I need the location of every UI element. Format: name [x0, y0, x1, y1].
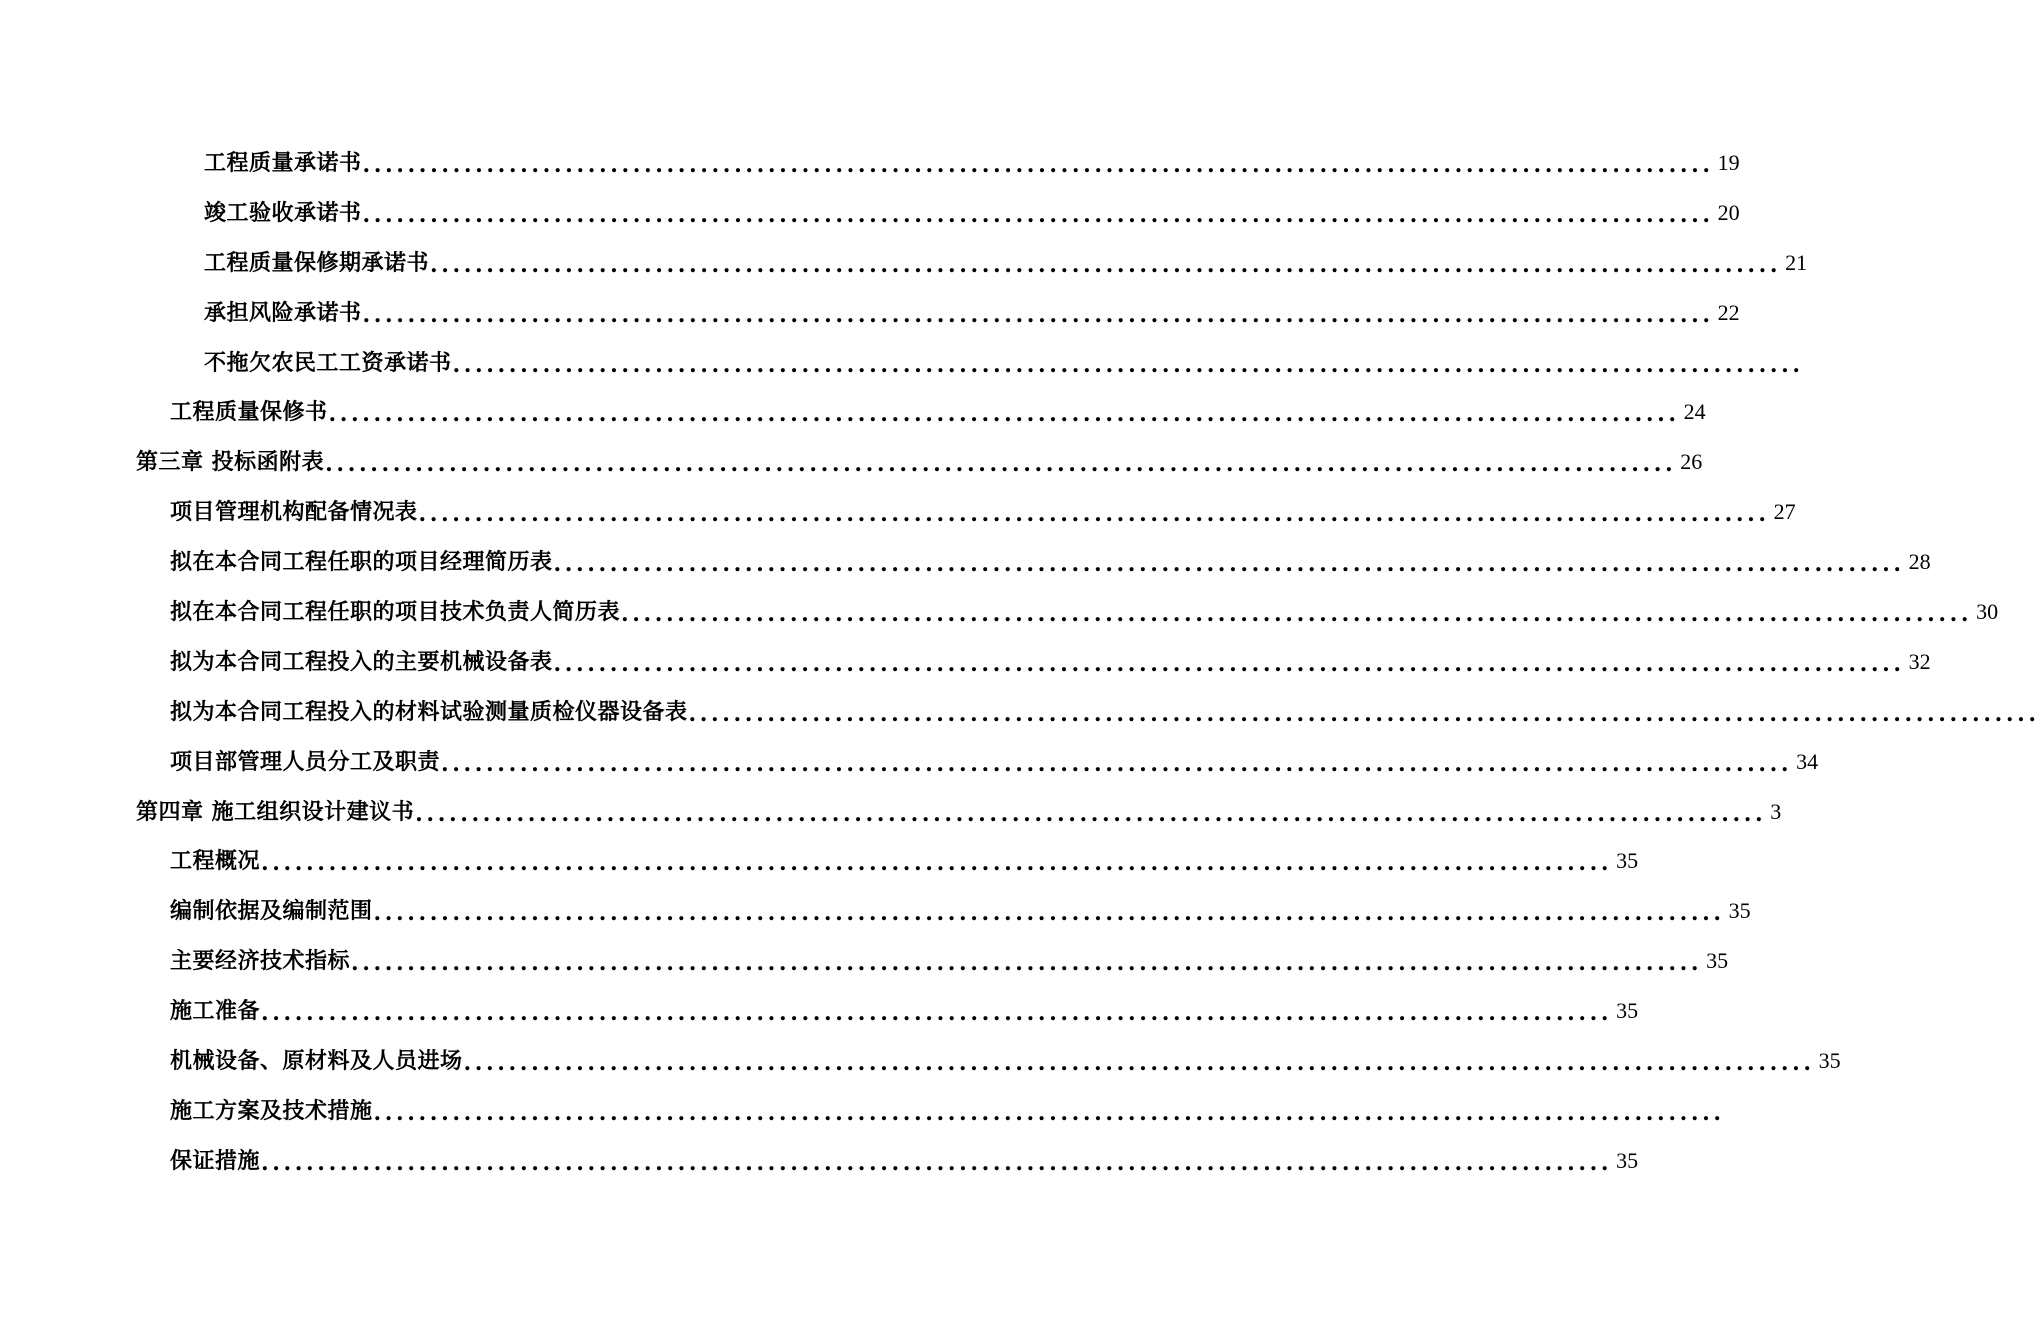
toc-dot-leader: ........................................................................................................................ [362, 151, 1714, 178]
toc-entry-title: 工程质量承诺书 [204, 149, 362, 176]
toc-chapter-entry[interactable] [0, 787, 1782, 837]
toc-dot-leader: ........................................................................................................................ [328, 401, 1680, 428]
toc-entry-title: 主要经济技术指标 [170, 948, 351, 975]
toc-entry-page: 28 [1908, 549, 1931, 575]
toc-entry-page: 24 [1683, 399, 1706, 425]
toc-entry[interactable] [0, 886, 1751, 936]
toc-entry-title: 工程概况 [170, 848, 261, 875]
toc-entry-title: 第四章 施工组织设计建议书 [136, 798, 415, 825]
toc-dot-leader: ........................................................................................................................ [553, 551, 1905, 578]
toc-entry[interactable] [0, 288, 1740, 338]
toc-entry[interactable] [0, 637, 1931, 687]
toc-entry-title: 拟在本合同工程任职的项目经理简历表 [170, 549, 553, 576]
table-of-contents [0, 138, 2040, 1186]
toc-dot-leader: ........................................................................................................................ [415, 800, 1767, 827]
toc-entry-title: 第三章 投标函附表 [136, 449, 325, 476]
toc-entry[interactable] [0, 487, 1796, 537]
toc-dot-leader: ........................................................................................................................ [325, 451, 1677, 478]
toc-dot-leader: ........................................................................................................................ [261, 850, 1613, 877]
toc-entry-title: 竣工验收承诺书 [204, 199, 362, 226]
toc-dot-leader: ........................................................................................................................ [430, 251, 1782, 278]
toc-entry-page: 21 [1785, 249, 1808, 275]
toc-dot-leader: ........................................................................................................................ [621, 600, 1973, 627]
toc-dot-leader: ........................................................................................................................ [362, 301, 1714, 328]
toc-entry[interactable] [0, 1086, 1725, 1136]
toc-entry-title: 施工方案及技术措施 [170, 1097, 373, 1124]
toc-entry[interactable] [0, 188, 1740, 238]
toc-entry-page: 35 [1818, 1047, 1841, 1073]
toc-dot-leader: ........................................................................................................................ [373, 1099, 1725, 1126]
toc-entry-title: 施工准备 [170, 998, 261, 1025]
toc-entry-title: 机械设备、原材料及人员进场 [170, 1047, 463, 1074]
toc-dot-leader: ........................................................................................................................ [553, 650, 1905, 677]
toc-dot-leader: ........................................................................................................................ [261, 1000, 1613, 1027]
toc-entry-page: 35 [1616, 848, 1639, 874]
toc-entry-title: 工程质量保修书 [170, 399, 328, 426]
toc-dot-leader: ........................................................................................................................ [261, 1149, 1613, 1176]
toc-entry-page: 34 [1796, 748, 1819, 774]
toc-dot-leader: ........................................................................................................................ [688, 700, 2040, 727]
toc-entry[interactable] [0, 737, 1819, 787]
toc-entry-page: 20 [1717, 199, 1740, 225]
toc-entry[interactable] [0, 238, 1808, 288]
toc-entry-title: 工程质量保修期承诺书 [204, 249, 430, 276]
toc-dot-leader: ........................................................................................................................ [452, 351, 1804, 378]
toc-entry-page: 35 [1728, 898, 1751, 924]
toc-entry[interactable] [0, 537, 1931, 587]
toc-entry[interactable] [0, 587, 1999, 637]
toc-entry-page: 26 [1680, 449, 1703, 475]
toc-chapter-entry[interactable] [0, 437, 1703, 487]
toc-entry-title: 拟在本合同工程任职的项目技术负责人简历表 [170, 598, 621, 625]
toc-entry[interactable] [0, 836, 1639, 886]
toc-entry-page: 22 [1717, 299, 1740, 325]
toc-dot-leader: ........................................................................................................................ [418, 501, 1770, 528]
toc-entry-page: 35 [1616, 1147, 1639, 1173]
toc-entry[interactable] [0, 1136, 1639, 1186]
toc-dot-leader: ........................................................................................................................ [351, 950, 1703, 977]
toc-entry-page: 30 [1976, 598, 1999, 624]
toc-entry-page: 32 [1908, 648, 1931, 674]
toc-entry[interactable] [0, 1036, 1841, 1086]
toc-entry[interactable] [0, 936, 1729, 986]
toc-entry[interactable] [0, 138, 1740, 188]
toc-entry[interactable] [0, 687, 2040, 737]
toc-entry-title: 拟为本合同工程投入的主要机械设备表 [170, 648, 553, 675]
toc-entry-page: 19 [1717, 149, 1740, 175]
toc-entry-page: 35 [1616, 998, 1639, 1024]
toc-entry-title: 项目管理机构配备情况表 [170, 499, 418, 526]
toc-entry-title: 编制依据及编制范围 [170, 898, 373, 925]
toc-entry-page: 3 [1770, 798, 1782, 824]
toc-entry[interactable] [0, 387, 1706, 437]
toc-entry[interactable] [0, 986, 1639, 1036]
toc-dot-leader: ........................................................................................................................ [362, 201, 1714, 228]
toc-entry-title: 项目部管理人员分工及职责 [170, 748, 441, 775]
toc-entry-title: 拟为本合同工程投入的材料试验测量质检仪器设备表 [170, 698, 688, 725]
toc-dot-leader: ........................................................................................................................ [373, 900, 1725, 927]
toc-entry-title: 不拖欠农民工工资承诺书 [204, 349, 452, 376]
toc-entry-title: 承担风险承诺书 [204, 299, 362, 326]
toc-entry[interactable] [0, 338, 1804, 388]
toc-dot-leader: ........................................................................................................................ [441, 750, 1793, 777]
toc-dot-leader: ........................................................................................................................ [463, 1049, 1815, 1076]
toc-entry-title: 保证措施 [170, 1147, 261, 1174]
toc-entry-page: 35 [1706, 948, 1729, 974]
toc-entry-page: 27 [1773, 499, 1796, 525]
